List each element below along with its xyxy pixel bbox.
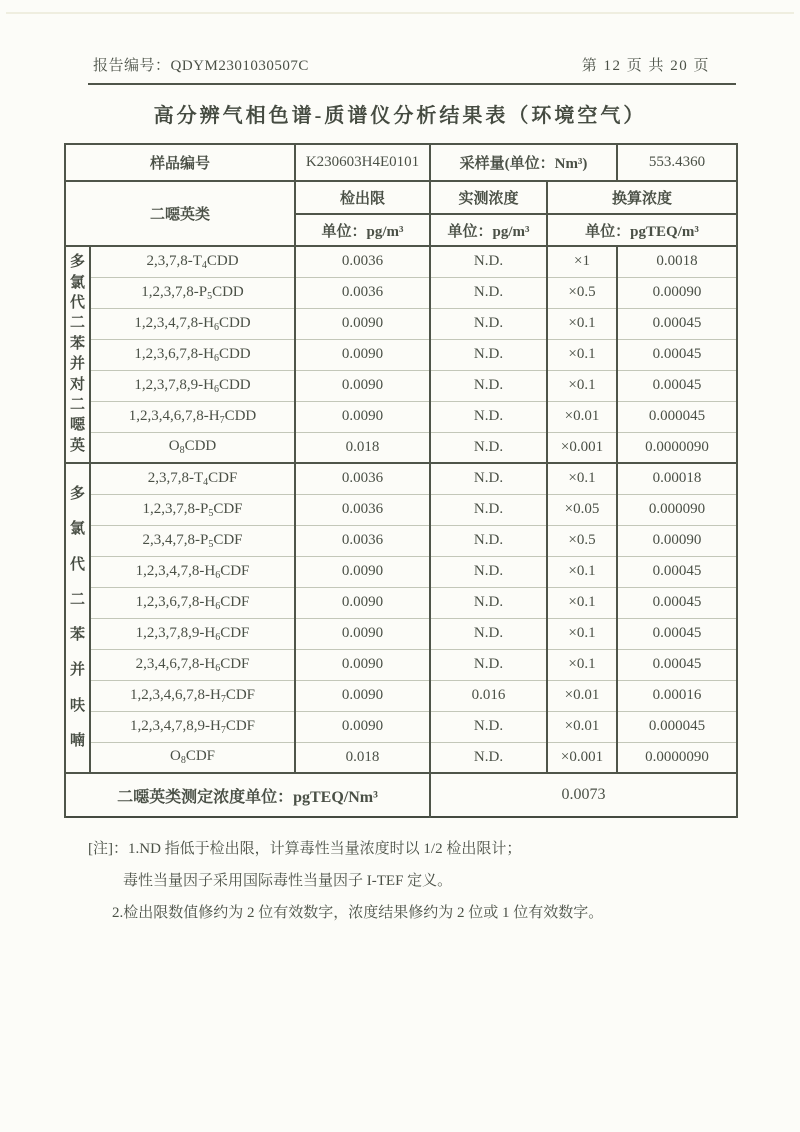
compound-name-cell: $1,2,3,7,8-P_5CDD$ bbox=[90, 277, 295, 308]
converted-cell: 0.00045 bbox=[617, 587, 737, 618]
tef-factor-cell: ×0.5 bbox=[547, 277, 617, 308]
compound-name-cell: $1,2,3,7,8,9-H_6CDF$ bbox=[90, 618, 295, 649]
group-label-pcdd: 多 氯 代 二 苯 并 对 二 噁 英 bbox=[65, 246, 90, 463]
measured-cell: N.D. bbox=[430, 556, 547, 587]
detection-limit-cell: 0.0090 bbox=[295, 308, 430, 339]
total-row bbox=[65, 773, 737, 817]
measured-cell: N.D. bbox=[430, 649, 547, 680]
compound-name-cell: $1,2,3,4,7,8,9-H_7CDF$ bbox=[90, 711, 295, 742]
detection-limit-cell: 0.0090 bbox=[295, 618, 430, 649]
group-label-pcdf: 多 氯 代 二 苯 并 呋 喃 bbox=[65, 463, 90, 773]
compound-name-cell: $2,3,7,8-T_4CDF$ bbox=[90, 463, 295, 494]
detection-limit-cell: 0.0090 bbox=[295, 711, 430, 742]
detection-limit-cell: 0.0090 bbox=[295, 370, 430, 401]
detection-limit-header: 检出限 bbox=[295, 181, 430, 214]
dioxin-table-body bbox=[65, 246, 737, 773]
converted-cell: 0.00045 bbox=[617, 649, 737, 680]
table-row bbox=[65, 432, 737, 463]
total-label: 二噁英类测定浓度单位：pgTEQ/Nm³ bbox=[65, 773, 430, 817]
measured-cell: N.D. bbox=[430, 308, 547, 339]
compound-name-cell: $2,3,4,7,8-P_5CDF$ bbox=[90, 525, 295, 556]
converted-cell: 0.000045 bbox=[617, 711, 737, 742]
tef-factor-cell: ×0.1 bbox=[547, 308, 617, 339]
sample-volume-label: 采样量(单位：Nm³) bbox=[430, 144, 617, 181]
table-row bbox=[65, 525, 737, 556]
converted-unit: 单位：pgTEQ/m³ bbox=[547, 214, 737, 246]
doc-header bbox=[93, 54, 710, 75]
detection-limit-cell: 0.0090 bbox=[295, 680, 430, 711]
measured-cell: N.D. bbox=[430, 370, 547, 401]
table-row bbox=[65, 711, 737, 742]
converted-header: 换算浓度 bbox=[547, 181, 737, 214]
converted-cell: 0.00045 bbox=[617, 618, 737, 649]
sample-info-row bbox=[65, 144, 737, 181]
tef-factor-cell: ×0.1 bbox=[547, 649, 617, 680]
detection-limit-cell: 0.0036 bbox=[295, 246, 430, 277]
table-row bbox=[65, 742, 737, 773]
converted-cell: 0.00045 bbox=[617, 370, 737, 401]
measured-cell: N.D. bbox=[430, 339, 547, 370]
compound-name-cell: $1,2,3,4,7,8-H_6CDD$ bbox=[90, 308, 295, 339]
converted-cell: 0.00016 bbox=[617, 680, 737, 711]
tef-factor-cell: ×1 bbox=[547, 246, 617, 277]
converted-cell: 0.00045 bbox=[617, 339, 737, 370]
converted-cell: 0.00045 bbox=[617, 556, 737, 587]
tef-factor-cell: ×0.01 bbox=[547, 680, 617, 711]
table-row bbox=[65, 556, 737, 587]
note-text-3: 2.检出限数值修约为 2 位有效数字，浓度结果修约为 2 位或 1 位有效数字。 bbox=[112, 905, 604, 921]
page-title: 高分辨气相色谱-质谱仪分析结果表（环境空气） bbox=[153, 105, 647, 127]
detection-limit-cell: 0.0036 bbox=[295, 525, 430, 556]
detection-limit-cell: 0.0036 bbox=[295, 494, 430, 525]
column-header-row bbox=[65, 181, 737, 214]
compound-name-cell: $O_8CDD$ bbox=[90, 432, 295, 463]
tef-factor-cell: ×0.001 bbox=[547, 432, 617, 463]
compound-name-cell: $2,3,7,8-T_4CDD$ bbox=[90, 246, 295, 277]
tef-factor-cell: ×0.1 bbox=[547, 370, 617, 401]
measured-cell: N.D. bbox=[430, 246, 547, 277]
note-text-2: 毒性当量因子采用国际毒性当量因子 I-TEF 定义。 bbox=[123, 873, 453, 889]
measured-cell: N.D. bbox=[430, 587, 547, 618]
tef-factor-cell: ×0.1 bbox=[547, 556, 617, 587]
compound-name-cell: $1,2,3,4,6,7,8-H_7CDD$ bbox=[90, 401, 295, 432]
measured-cell: N.D. bbox=[430, 277, 547, 308]
note-line bbox=[88, 840, 738, 859]
table-row bbox=[65, 339, 737, 370]
measured-cell: N.D. bbox=[430, 711, 547, 742]
converted-cell: 0.000045 bbox=[617, 401, 737, 432]
table-row bbox=[65, 618, 737, 649]
converted-cell: 0.00018 bbox=[617, 463, 737, 494]
report-number-label: 报告编号： bbox=[93, 58, 171, 74]
measured-cell: N.D. bbox=[430, 463, 547, 494]
converted-cell: 0.0018 bbox=[617, 246, 737, 277]
detection-limit-cell: 0.0036 bbox=[295, 463, 430, 494]
detection-limit-cell: 0.0090 bbox=[295, 339, 430, 370]
sample-id-label: 样品编号 bbox=[65, 144, 295, 181]
table-row bbox=[65, 401, 737, 432]
sample-id-value: K230603H4E0101 bbox=[295, 144, 430, 181]
converted-cell: 0.000090 bbox=[617, 494, 737, 525]
detection-limit-cell: 0.0090 bbox=[295, 401, 430, 432]
category-header: 二噁英类 bbox=[65, 181, 295, 246]
compound-name-cell: $O_8CDF$ bbox=[90, 742, 295, 773]
header-divider bbox=[88, 83, 736, 85]
scan-artifact-line bbox=[6, 12, 794, 14]
results-table bbox=[64, 143, 738, 818]
measured-header: 实测浓度 bbox=[430, 181, 547, 214]
converted-cell: 0.0000090 bbox=[617, 742, 737, 773]
results-table-wrap bbox=[64, 143, 736, 818]
tef-factor-cell: ×0.001 bbox=[547, 742, 617, 773]
detection-limit-cell: 0.0036 bbox=[295, 277, 430, 308]
measured-unit: 单位：pg/m³ bbox=[430, 214, 547, 246]
table-row bbox=[65, 463, 737, 494]
measured-cell: N.D. bbox=[430, 494, 547, 525]
report-number-value: QDYM2301030507C bbox=[170, 58, 309, 74]
report-number bbox=[93, 54, 309, 75]
converted-cell: 0.00090 bbox=[617, 525, 737, 556]
compound-name-cell: $2,3,4,6,7,8-H_6CDF$ bbox=[90, 649, 295, 680]
detection-limit-cell: 0.0090 bbox=[295, 556, 430, 587]
tef-factor-cell: ×0.01 bbox=[547, 711, 617, 742]
table-row bbox=[65, 680, 737, 711]
table-row bbox=[65, 494, 737, 525]
tef-factor-cell: ×0.1 bbox=[547, 339, 617, 370]
detection-limit-cell: 0.0090 bbox=[295, 649, 430, 680]
compound-name-cell: $1,2,3,7,8-P_5CDF$ bbox=[90, 494, 295, 525]
note-text-1: 1.ND 指低于检出限，计算毒性当量浓度时以 1/2 检出限计； bbox=[128, 841, 522, 857]
detection-limit-cell: 0.018 bbox=[295, 432, 430, 463]
table-row bbox=[65, 277, 737, 308]
table-row bbox=[65, 587, 737, 618]
measured-cell: N.D. bbox=[430, 618, 547, 649]
detection-limit-unit: 单位：pg/m³ bbox=[295, 214, 430, 246]
measured-cell: 0.016 bbox=[430, 680, 547, 711]
detection-limit-cell: 0.0090 bbox=[295, 587, 430, 618]
converted-cell: 0.00045 bbox=[617, 308, 737, 339]
tef-factor-cell: ×0.01 bbox=[547, 401, 617, 432]
tef-factor-cell: ×0.1 bbox=[547, 463, 617, 494]
note-prefix: [注]： bbox=[88, 841, 128, 857]
compound-name-cell: $1,2,3,6,7,8-H_6CDD$ bbox=[90, 339, 295, 370]
converted-cell: 0.0000090 bbox=[617, 432, 737, 463]
tef-factor-cell: ×0.5 bbox=[547, 525, 617, 556]
tef-factor-cell: ×0.1 bbox=[547, 618, 617, 649]
table-row bbox=[65, 308, 737, 339]
compound-name-cell: $1,2,3,4,7,8-H_6CDF$ bbox=[90, 556, 295, 587]
tef-factor-cell: ×0.05 bbox=[547, 494, 617, 525]
measured-cell: N.D. bbox=[430, 742, 547, 773]
compound-name-cell: $1,2,3,4,6,7,8-H_7CDF$ bbox=[90, 680, 295, 711]
sample-volume-value: 553.4360 bbox=[617, 144, 737, 181]
measured-cell: N.D. bbox=[430, 525, 547, 556]
detection-limit-cell: 0.018 bbox=[295, 742, 430, 773]
measured-cell: N.D. bbox=[430, 401, 547, 432]
measured-cell: N.D. bbox=[430, 432, 547, 463]
table-row bbox=[65, 246, 737, 277]
page-indicator: 第 12 页 共 20 页 bbox=[581, 58, 710, 74]
table-row bbox=[65, 649, 737, 680]
notes bbox=[88, 840, 738, 936]
total-value: 0.0073 bbox=[430, 773, 737, 817]
tef-factor-cell: ×0.1 bbox=[547, 587, 617, 618]
converted-cell: 0.00090 bbox=[617, 277, 737, 308]
compound-name-cell: $1,2,3,6,7,8-H_6CDF$ bbox=[90, 587, 295, 618]
table-row bbox=[65, 370, 737, 401]
compound-name-cell: $1,2,3,7,8,9-H_6CDD$ bbox=[90, 370, 295, 401]
